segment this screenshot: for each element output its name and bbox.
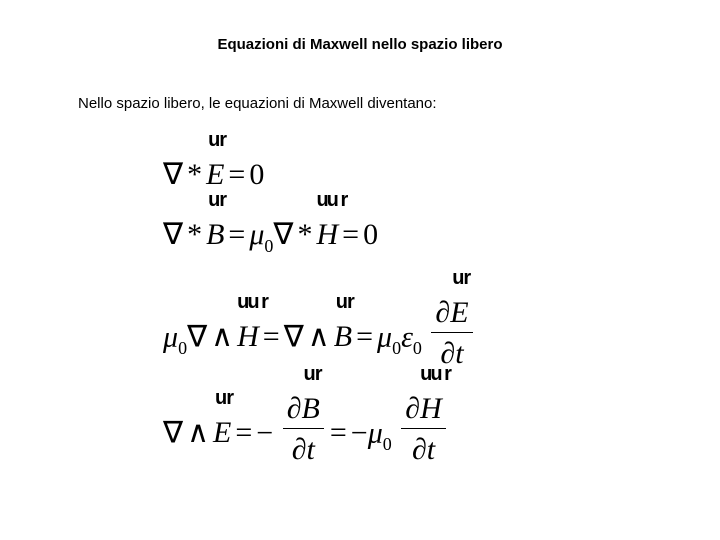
fraction-denominator xyxy=(401,429,446,465)
wedge-operator: ∧ xyxy=(211,320,234,354)
mu-symbol: μ xyxy=(249,218,265,251)
vector-h: uu r H xyxy=(316,220,338,250)
equals-sign: = xyxy=(342,218,360,251)
mu-symbol: μ xyxy=(163,320,179,354)
partial-symbol: ∂ xyxy=(405,392,421,425)
partial-symbol: ∂ xyxy=(440,337,456,370)
vector-b: ur B xyxy=(334,322,352,352)
subscript-zero: 0 xyxy=(412,338,422,359)
nabla-symbol: ∇ xyxy=(163,218,184,251)
equation-gauss-electric xyxy=(163,160,264,190)
equals-sign: = xyxy=(329,416,347,450)
time-variable: t xyxy=(455,337,464,370)
equation-gauss-magnetic xyxy=(163,218,379,256)
vector-e: ur E xyxy=(206,160,224,190)
star-operator: * xyxy=(187,218,203,251)
intro-text: Nello spazio libero, le equazioni di Maxwell diventano: xyxy=(78,95,437,112)
nabla-symbol: ∇ xyxy=(187,320,208,354)
vector-h: uu r H xyxy=(237,322,259,352)
partial-symbol: ∂ xyxy=(286,392,302,425)
partial-symbol: ∂ xyxy=(411,433,427,466)
partial-symbol: ∂ xyxy=(291,433,307,466)
page-title: Equazioni di Maxwell nello spazio libero xyxy=(217,36,503,53)
equals-sign: = xyxy=(228,158,246,191)
minus-sign: − xyxy=(350,416,368,450)
zero: 0 xyxy=(249,158,265,191)
nabla-symbol: ∇ xyxy=(163,158,184,191)
subscript-zero: 0 xyxy=(264,236,274,256)
nabla-symbol: ∇ xyxy=(163,416,184,450)
epsilon-symbol: ε xyxy=(401,320,413,354)
subscript-zero: 0 xyxy=(382,434,392,455)
mu-symbol: μ xyxy=(377,320,393,354)
wedge-operator: ∧ xyxy=(307,320,330,354)
equals-sign: = xyxy=(228,218,246,251)
equals-sign: = xyxy=(356,320,373,354)
fraction-db-dt xyxy=(283,394,324,465)
subscript-zero: 0 xyxy=(178,338,188,359)
equation-faraday xyxy=(163,392,448,471)
time-variable: t xyxy=(306,433,315,466)
star-operator: * xyxy=(187,158,203,191)
fraction-de-dt xyxy=(431,298,472,369)
zero: 0 xyxy=(363,218,379,251)
subscript-zero: 0 xyxy=(392,338,402,359)
equals-sign: = xyxy=(235,416,253,450)
vector-b: ur B xyxy=(206,220,224,250)
time-variable: t xyxy=(426,433,436,466)
vector-e: ur E xyxy=(450,298,468,328)
fraction-dh-dt xyxy=(401,394,446,465)
vector-b: ur B xyxy=(302,394,320,424)
fraction-numerator xyxy=(431,298,472,333)
fraction-numerator xyxy=(283,394,324,429)
mu-symbol: μ xyxy=(367,416,383,450)
partial-symbol: ∂ xyxy=(435,296,451,329)
equals-sign: = xyxy=(262,320,280,354)
vector-e: ur E xyxy=(213,418,231,448)
nabla-symbol: ∇ xyxy=(283,320,304,354)
fraction-denominator xyxy=(283,429,324,465)
minus-sign: − xyxy=(256,416,274,450)
wedge-operator: ∧ xyxy=(187,416,210,450)
nabla-symbol: ∇ xyxy=(273,218,294,251)
star-operator: * xyxy=(297,218,313,251)
vector-h: uu r H xyxy=(420,394,442,424)
fraction-numerator xyxy=(401,394,446,429)
